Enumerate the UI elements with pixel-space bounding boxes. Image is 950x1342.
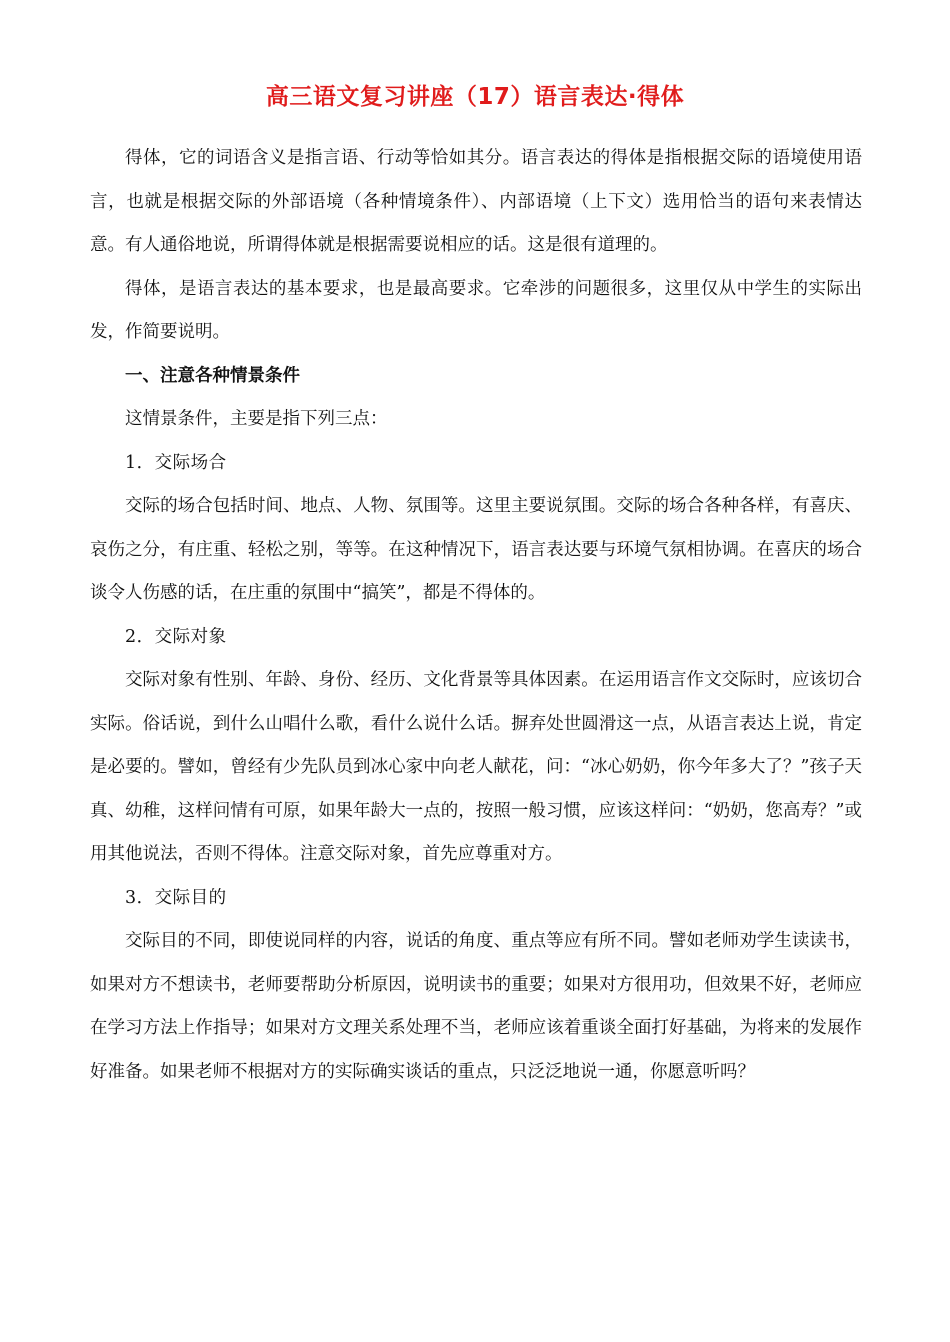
section-heading: 一、注意各种情景条件 <box>125 365 300 386</box>
paragraph-definition: 得体，它的词语含义是指言语、行动等恰如其分。语言表达的得体是指根据交际的语境使用语言，也就是根据交际的外部语境（各种情境条件）、内部语境（上下文）选用恰当的语句来表情达意。有人通俗地说，所谓得体就是根据需要说相应的话。这是很有道理的。 <box>90 148 862 255</box>
paragraph-intro: 这情景条件，主要是指下列三点： <box>125 409 388 429</box>
paragraph-purpose: 交际目的不同，即使说同样的内容，说话的角度、重点等应有所不同。譬如老师劝学生读读书，如果对方不想读书，老师要帮助分析原因，说明读书的重要；如果对方很用功，但效果不好，老师应在学习方法上作指导；如果对方文理关系处理不当，老师应该着重谈全面打好基础，为将来的发展作好准备。如果老师不根据对方的实际确实谈话的重点，只泛泛地说一通，你愿意听吗？ <box>90 931 862 1082</box>
paragraph-audience: 交际对象有性别、年龄、身份、经历、文化背景等具体因素。在运用语言作文交际时，应该切合实际。俗话说，到什么山唱什么歌，看什么说什么话。摒弃处世圆滑这一点，从语言表达上说，肯定是必要的。譬如，曾经有少先队员到冰心家中向老人献花，问：“冰心奶奶，你今年多大了？”孩子天真、幼稚，这样问情有可原，如果年龄大一点的，按照一般习惯，应该这样问：“奶奶，您高寿？”或用其他说法，否则不得体。注意交际对象，首先应尊重对方。 <box>90 670 862 864</box>
paragraph-requirement: 得体，是语言表达的基本要求，也是最高要求。它牵涉的问题很多，这里仅从中学生的实际出发，作简要说明。 <box>90 278 862 342</box>
subheading-audience: 2．交际对象 <box>125 626 227 647</box>
document-body <box>90 137 862 1094</box>
subheading-occasion: 1．交际场合 <box>125 452 227 473</box>
document-title: 高三语文复习讲座（17）语言表达·得体 <box>265 84 685 110</box>
subheading-purpose: 3．交际目的 <box>125 887 227 908</box>
paragraph-occasion: 交际的场合包括时间、地点、人物、氛围等。这里主要说氛围。交际的场合各种各样，有喜庆、哀伤之分，有庄重、轻松之别，等等。在这种情况下，语言表达要与环境气氛相协调。在喜庆的场合谈令人伤感的话，在庄重的氛围中“搞笑”，都是不得体的。 <box>90 496 862 603</box>
